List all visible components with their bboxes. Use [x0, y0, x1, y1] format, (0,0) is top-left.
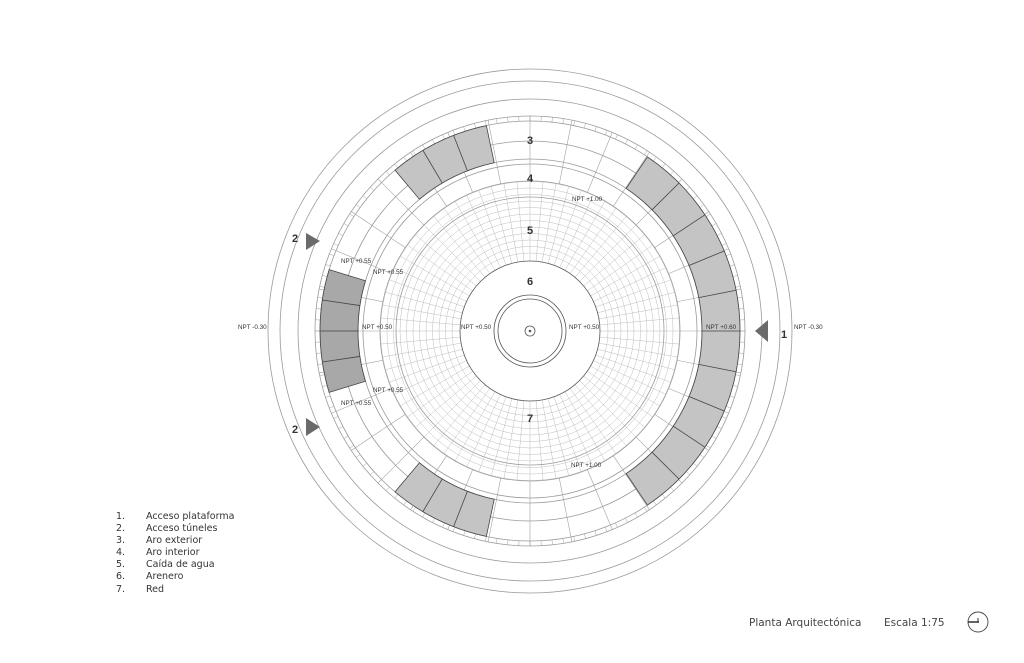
rib-tick: [508, 117, 509, 122]
level-gap-bottom-outer: NPT +0.55: [341, 400, 372, 407]
net-grid-radial: [424, 380, 481, 437]
legend-item: 1. Acceso plataforma: [116, 511, 235, 522]
rib-tick: [615, 135, 617, 140]
net-grid-radial: [596, 280, 671, 307]
rib-tick: [370, 187, 374, 190]
net-grid-radial: [479, 397, 506, 472]
net-grid-radial: [600, 318, 680, 325]
rib-tick: [318, 364, 323, 365]
rib-tick: [722, 244, 727, 246]
rib-tick: [334, 416, 339, 418]
rib-tick: [316, 309, 321, 310]
rib-tick: [635, 513, 638, 517]
rib-tick: [496, 538, 497, 543]
net-grid-radial: [400, 366, 469, 406]
legend-item: 4. Aro interior: [116, 547, 200, 559]
rib-tick: [350, 445, 354, 448]
level-gap-top-outer: NPT +0.55: [341, 258, 372, 265]
access-label-2-top: 2: [291, 233, 299, 245]
rib-tick: [320, 375, 325, 376]
level-center-left: NPT +0.50: [461, 324, 492, 331]
rib-tick: [678, 179, 682, 183]
rib-tick: [370, 472, 374, 475]
rib-tick: [662, 164, 665, 168]
net-grid-radial: [575, 216, 626, 277]
plan-scale: Escala 1:75: [884, 617, 945, 629]
rib-tick: [737, 297, 742, 298]
rib-tick: [329, 406, 334, 408]
zone-label-5: 5: [526, 225, 534, 237]
rib-tick: [344, 436, 348, 439]
net-grid-radial: [434, 216, 485, 277]
access-triangle-icon: [306, 233, 320, 250]
legend: [116, 511, 234, 596]
net-grid-radial: [591, 256, 660, 296]
rib-tick: [563, 538, 564, 543]
rib-tick: [338, 426, 342, 428]
rib-tick: [386, 487, 389, 491]
net-grid-radial: [455, 201, 495, 270]
rib-tick: [474, 123, 475, 128]
rib-tick: [322, 385, 327, 386]
rib-tick: [625, 139, 627, 143]
rib-tick: [443, 523, 445, 528]
rib-tick: [322, 275, 327, 276]
rib-tick: [706, 445, 710, 448]
rib-tick: [378, 479, 382, 483]
net-grid-radial: [424, 225, 481, 282]
level-west-outer: NPT -0.30: [238, 324, 267, 331]
rib-tick: [595, 531, 597, 536]
rib-tick: [671, 171, 674, 175]
rib-line: [559, 478, 572, 542]
rib-tick: [326, 265, 331, 267]
rib-tick: [615, 523, 617, 528]
rib-tick: [496, 119, 497, 124]
net-grid-radial: [415, 235, 476, 286]
net-grid-radial: [389, 280, 464, 307]
rib-tick: [356, 454, 360, 457]
rib-tick: [318, 297, 323, 298]
rib-tick: [395, 164, 398, 168]
rib-tick: [730, 396, 735, 398]
rib-tick: [735, 286, 740, 287]
rib-tick: [726, 254, 731, 256]
access-triangle-icon: [306, 418, 320, 436]
net-grid-radial: [479, 190, 506, 265]
net-grid-radial: [517, 401, 524, 481]
rib-tick: [423, 145, 426, 149]
rib-tick: [584, 534, 585, 539]
rib-tick: [423, 513, 426, 517]
rib-tick: [563, 119, 564, 124]
rib-tick: [404, 157, 407, 161]
rib-tick: [625, 518, 627, 522]
rib-tick: [717, 233, 721, 235]
net-grid-radial: [591, 366, 660, 406]
rib-tick: [320, 286, 325, 287]
net-grid-radial: [579, 225, 636, 282]
net-grid-radial: [415, 376, 476, 427]
rib-tick: [706, 214, 710, 217]
rib-tick: [443, 135, 445, 140]
plan-title: Planta Arquitectónica: [749, 617, 862, 629]
rib-tick: [722, 416, 727, 418]
rib-tick: [712, 224, 716, 227]
rib-tick: [739, 353, 744, 354]
rib-tick: [432, 518, 434, 522]
rib-tick: [595, 127, 597, 132]
level-center-right: NPT +0.50: [569, 324, 600, 331]
rib-tick: [584, 123, 585, 128]
legend-item: 3. Aro exterior: [116, 535, 203, 547]
rib-tick: [453, 130, 455, 135]
rib-tick: [552, 117, 553, 122]
rib-tick: [464, 531, 466, 536]
rib-tick: [700, 454, 704, 457]
rib-tick: [316, 353, 321, 354]
net-grid-radial: [434, 385, 485, 446]
rib-tick: [363, 463, 367, 466]
net-grid-radial: [579, 380, 636, 437]
level-se-step: NPT +1.00: [571, 462, 602, 469]
net-grid-radial: [575, 385, 626, 446]
rib-tick: [508, 540, 509, 545]
rib-tick: [329, 254, 334, 256]
rib-tick: [378, 179, 382, 183]
rib-tick: [356, 205, 360, 208]
rib-tick: [474, 534, 475, 539]
rib-tick: [712, 436, 716, 439]
rib-tick: [605, 130, 607, 135]
zone-label-6: 6: [526, 276, 534, 288]
rib-tick: [350, 214, 354, 217]
rib-tick: [386, 171, 389, 175]
shaded-segment: [395, 126, 494, 200]
net-grid-radial: [389, 355, 464, 382]
level-west-ring: NPT +0.50: [362, 324, 393, 331]
net-grid-radial: [536, 182, 543, 262]
net-grid-radial: [584, 376, 645, 427]
rib-tick: [413, 151, 416, 155]
rib-tick: [693, 196, 697, 199]
rib-tick: [733, 275, 738, 276]
rib-tick: [605, 527, 607, 532]
rib-tick: [485, 536, 486, 541]
rib-tick: [644, 151, 647, 155]
rib-tick: [464, 127, 466, 132]
zone-label-7: 7: [526, 413, 534, 425]
shaded-segment: [395, 463, 494, 537]
legend-item: 5. Caída de agua: [116, 559, 215, 571]
rib-tick: [574, 121, 575, 126]
net-grid-radial: [554, 397, 581, 472]
net-grid-radial: [584, 235, 645, 286]
rib-tick: [662, 494, 665, 498]
rib-tick: [671, 487, 674, 491]
net-grid-radial: [381, 337, 461, 344]
level-east-ring: NPT +0.60: [706, 324, 737, 331]
net-grid-radial: [600, 337, 680, 344]
rib-tick: [726, 406, 731, 408]
net-grid-radial: [596, 355, 671, 382]
level-gap-bottom-inner: NPT +0.55: [373, 387, 404, 394]
rib-tick: [678, 479, 682, 483]
rib-tick: [737, 364, 742, 365]
rib-tick: [334, 244, 339, 246]
rib-tick: [363, 196, 367, 199]
net-grid-radial: [517, 182, 524, 262]
center-dot: [529, 330, 532, 333]
level-gap-top-inner: NPT +0.55: [373, 269, 404, 276]
net-grid-radial: [565, 392, 605, 461]
rib-tick: [635, 145, 638, 149]
net-grid-radial: [455, 392, 495, 461]
rib-tick: [686, 187, 690, 190]
rib-tick: [653, 501, 656, 505]
zone-label-4: 4: [526, 173, 534, 185]
rib-tick: [485, 121, 486, 126]
rib-tick: [413, 507, 416, 511]
level-ne-step: NPT +1.00: [572, 196, 603, 203]
rib-tick: [574, 536, 575, 541]
access-label-2-bottom: 2: [291, 424, 299, 436]
rib-line: [559, 120, 572, 184]
net-grid-radial: [400, 256, 469, 296]
rib-tick: [686, 472, 690, 475]
rib-tick: [338, 233, 342, 235]
rib-tick: [739, 309, 744, 310]
rib-tick: [693, 463, 697, 466]
rib-tick: [432, 139, 434, 143]
rib-tick: [395, 494, 398, 498]
rib-tick: [644, 507, 647, 511]
rib-tick: [653, 157, 656, 161]
rib-tick: [730, 265, 735, 267]
zone-label-3: 3: [526, 135, 534, 147]
legend-item: 6. Arenero: [116, 571, 184, 583]
net-grid-radial: [565, 201, 605, 270]
rib-tick: [326, 396, 331, 398]
legend-item: 7. Red: [116, 583, 165, 595]
north-arrow-icon: [966, 611, 990, 633]
access-label-1: 1: [780, 329, 788, 341]
rib-tick: [733, 385, 738, 386]
rib-tick: [735, 375, 740, 376]
rib-tick: [453, 527, 455, 532]
rib-tick: [700, 205, 704, 208]
legend-item: 2. Acceso túneles: [116, 523, 218, 535]
rib-tick: [552, 540, 553, 545]
rib-tick: [344, 224, 348, 227]
rib-tick: [717, 426, 721, 428]
level-east-outer: NPT -0.30: [794, 324, 823, 331]
rib-tick: [404, 501, 407, 505]
net-grid-radial: [536, 401, 543, 481]
net-grid-radial: [381, 318, 461, 325]
